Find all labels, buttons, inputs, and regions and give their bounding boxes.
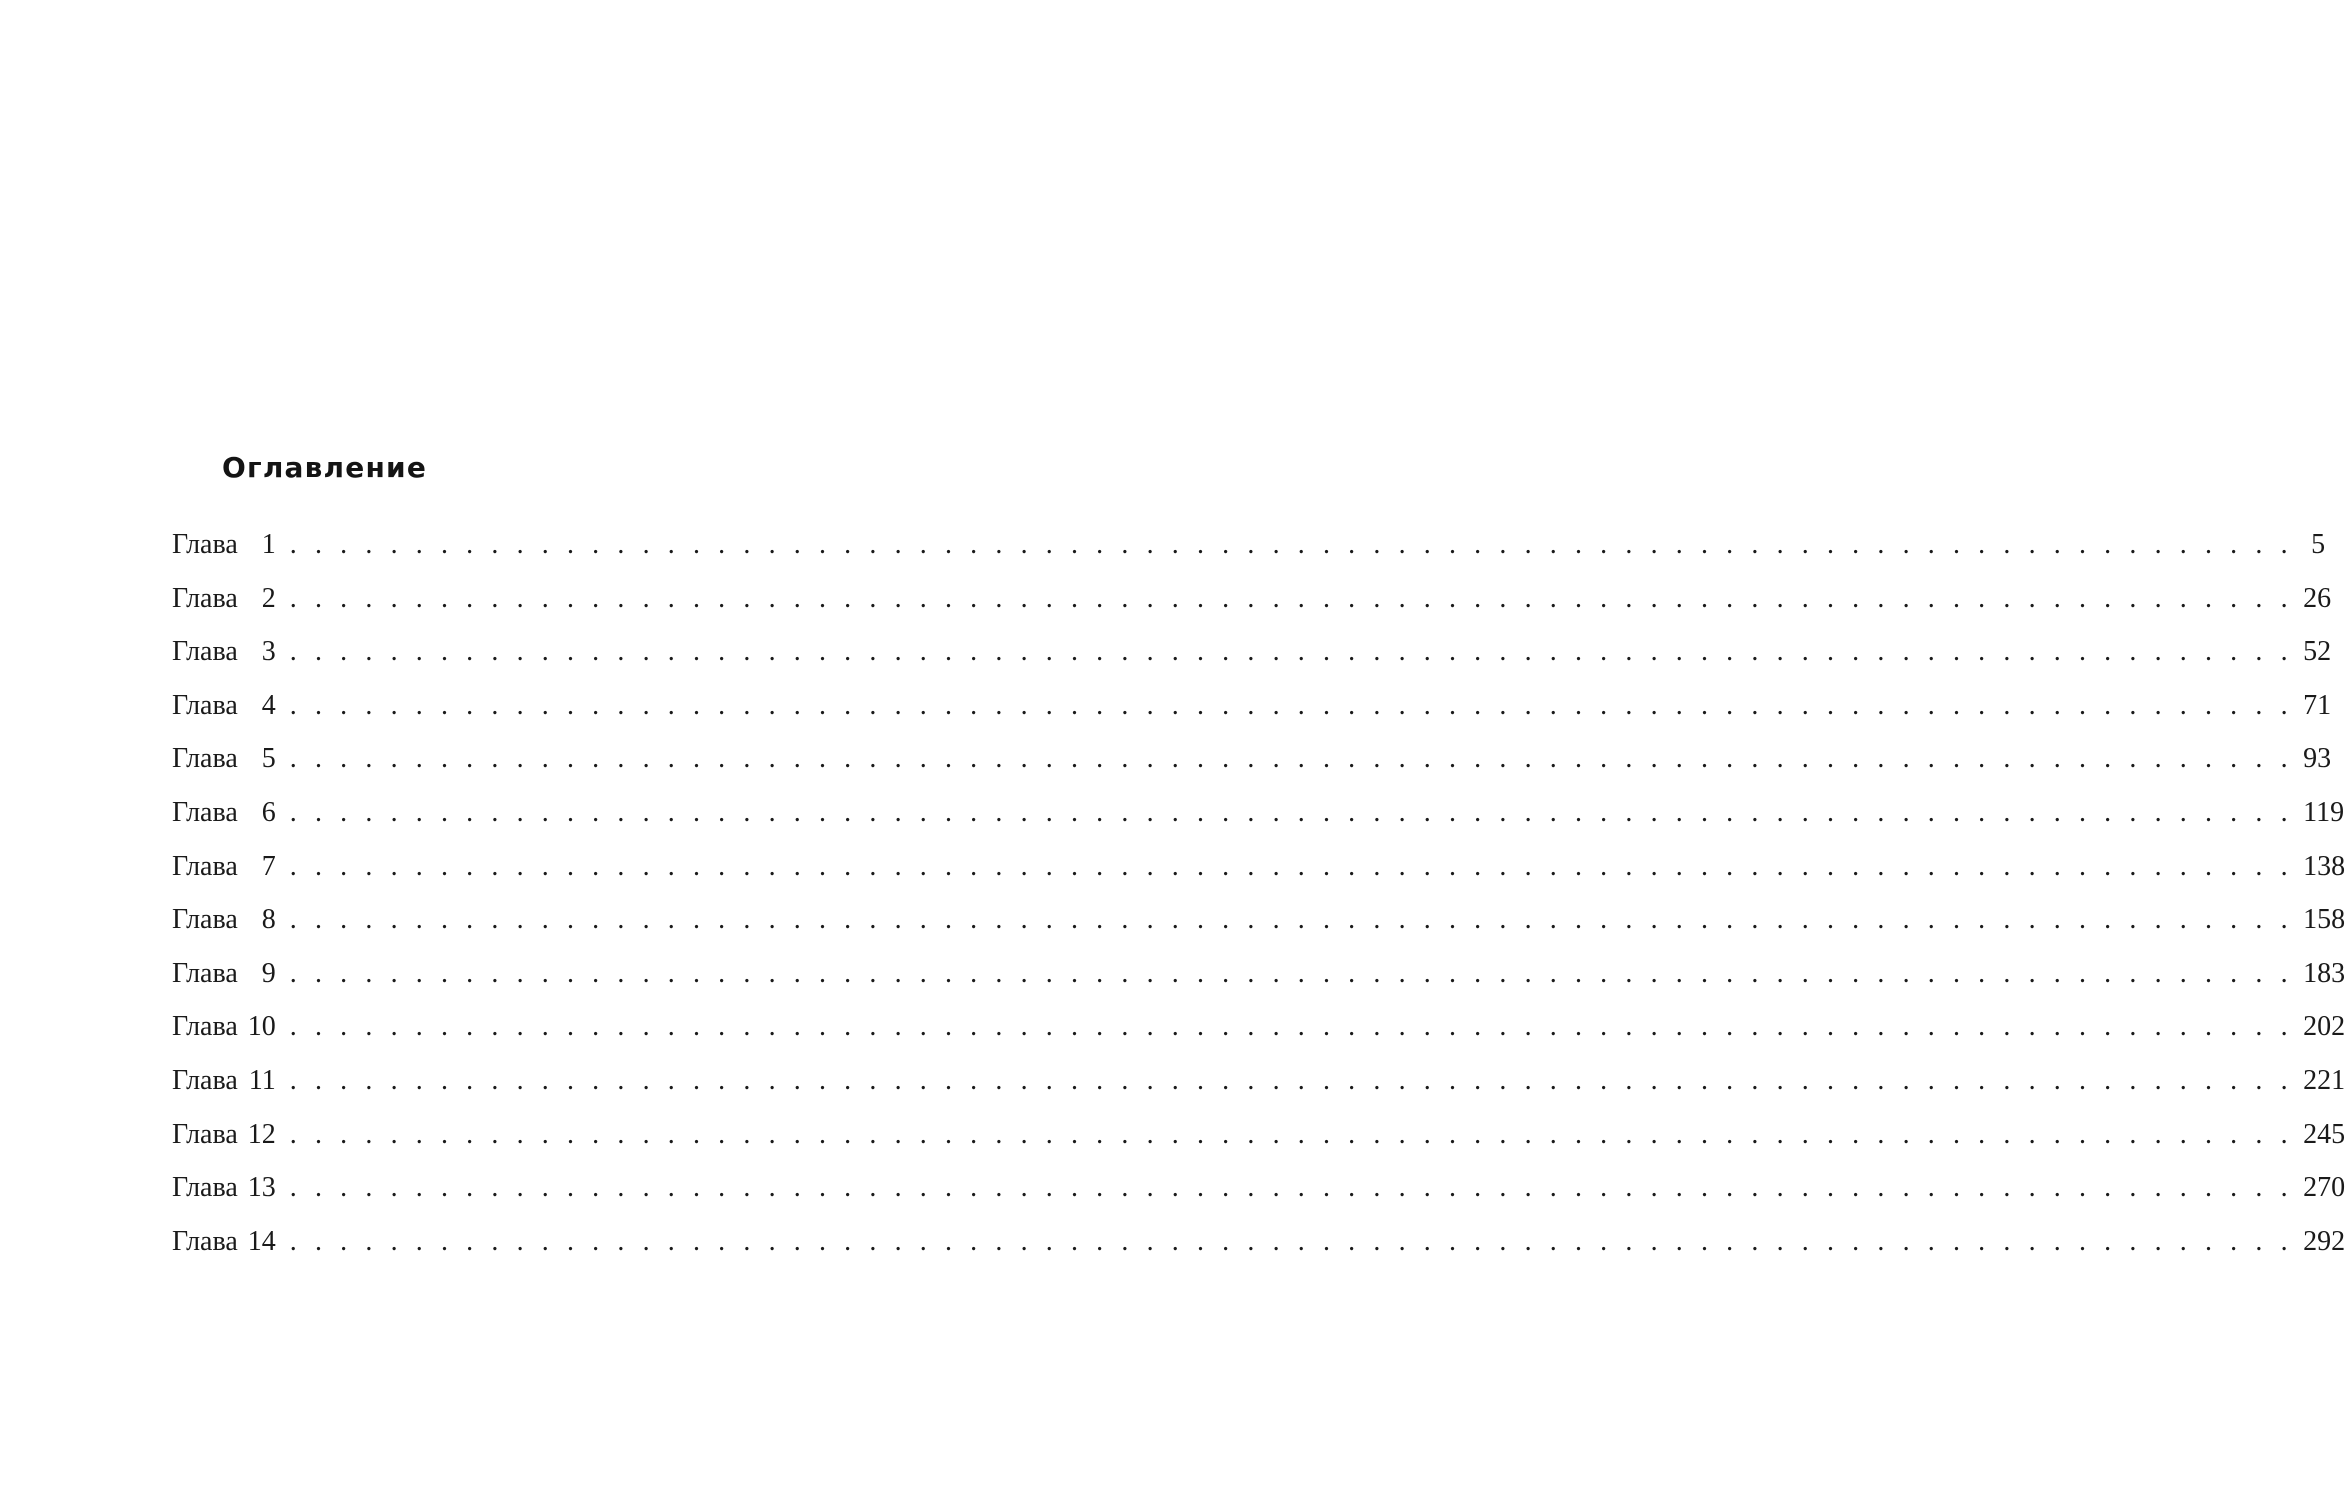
page-number: 292 (2303, 1225, 2345, 1257)
dot-leader: . . . . . . . . . . . . . . . . . . . . . . . . . . . . . . . . . . . . . . . . . . . . . . . . . . . . . . . . . . . . . . . . . . . . . . . . . . . . . . . . (289, 1118, 2294, 1150)
chapter-number: 4 (261, 689, 276, 721)
page-number: 245 (2303, 1118, 2345, 1150)
toc-entry-8 (172, 896, 2345, 950)
chapter-number: 7 (261, 850, 276, 882)
dot-leader: . . . . . . . . . . . . . . . . . . . . . . . . . . . . . . . . . . . . . . . . . . . . . . . . . . . . . . . . . . . . . . . . . . . . . . . . . . . . . . . . (289, 582, 2294, 614)
dot-leader: . . . . . . . . . . . . . . . . . . . . . . . . . . . . . . . . . . . . . . . . . . . . . . . . . . . . . . . . . . . . . . . . . . . . . . . . . . . . . . . . (289, 850, 2294, 882)
chapter-label: Глава (172, 1225, 238, 1257)
chapter-label: Глава (172, 529, 238, 560)
dot-leader: . . . . . . . . . . . . . . . . . . . . . . . . . . . . . . . . . . . . . . . . . . . . . . . . . . . . . . . . . . . . . . . . . . . . . . . . . . . . . . . . (289, 796, 2294, 828)
dot-leader: . . . . . . . . . . . . . . . . . . . . . . . . . . . . . . . . . . . . . . . . . . . . . . . . . . . . . . . . . . . . . . . . . . . . . . . . . . . . . . . . (289, 904, 2294, 936)
chapter-label: Глава (172, 796, 238, 828)
chapter-number: 10 (247, 1011, 276, 1043)
page-number: 270 (2303, 1172, 2345, 1204)
chapter-label: Глава (172, 582, 238, 614)
dot-leader: . . . . . . . . . . . . . . . . . . . . . . . . . . . . . . . . . . . . . . . . . . . . . . . . . . . . . . . . . . . . . . . . . . . . . . . . . . . . . . . . (289, 1011, 2294, 1043)
toc-entry-12 (172, 1111, 2345, 1165)
dot-leader: . . . . . . . . . . . . . . . . . . . . . . . . . . . . . . . . . . . . . . . . . . . . . . . . . . . . . . . . . . . . . . . . . . . . . . . . . . . . . . . . (289, 1064, 2294, 1096)
dot-leader: . . . . . . . . . . . . . . . . . . . . . . . . . . . . . . . . . . . . . . . . . . . . . . . . . . . . . . . . . . . . . . . . . . . . . . . . . . . . . . . . (289, 957, 2294, 989)
chapter-number: 2 (261, 582, 276, 614)
dot-leader: . . . . . . . . . . . . . . . . . . . . . . . . . . . . . . . . . . . . . . . . . . . . . . . . . . . . . . . . . . . . . . . . . . . . . . . . . . . . . . . . (289, 743, 2294, 775)
chapter-label: Глава (172, 636, 238, 668)
chapter-label: Глава (172, 689, 238, 721)
chapter-label: Глава (172, 743, 238, 775)
page-number: 119 (2303, 796, 2345, 828)
chapter-number: 11 (248, 1064, 276, 1096)
toc-entry-4 (172, 682, 2332, 736)
page-number: 93 (2303, 743, 2332, 775)
toc-entry-11 (172, 1057, 2345, 1111)
chapter-label: Глава (172, 1172, 238, 1204)
chapter-label: Глава (172, 957, 238, 989)
toc-entry-10 (172, 1003, 2345, 1057)
page-number: 158 (2303, 904, 2345, 936)
toc-entry-5 (172, 735, 2332, 789)
dot-leader: . . . . . . . . . . . . . . . . . . . . . . . . . . . . . . . . . . . . . . . . . . . . . . . . . . . . . . . . . . . . . . . . . . . . . . . . . . . . . . . . (289, 529, 2294, 560)
page-number: 202 (2303, 1011, 2345, 1043)
toc-entry-7 (172, 843, 2345, 897)
page-number: 71 (2303, 689, 2332, 721)
chapter-number: 6 (261, 796, 276, 828)
chapter-number: 13 (247, 1172, 276, 1204)
page-number: 5 (2311, 529, 2326, 560)
page-title: Оглавление (222, 451, 428, 484)
toc-entry-14 (172, 1218, 2345, 1272)
chapter-label: Глава (172, 904, 238, 936)
chapter-number: 12 (247, 1118, 276, 1150)
chapter-number: 8 (261, 904, 276, 936)
chapter-number: 1 (261, 529, 276, 560)
page-number: 221 (2303, 1064, 2345, 1096)
page-number: 183 (2303, 957, 2345, 989)
dot-leader: . . . . . . . . . . . . . . . . . . . . . . . . . . . . . . . . . . . . . . . . . . . . . . . . . . . . . . . . . . . . . . . . . . . . . . . . . . . . . . . . (289, 689, 2294, 721)
toc-entry-6 (172, 789, 2345, 843)
dot-leader: . . . . . . . . . . . . . . . . . . . . . . . . . . . . . . . . . . . . . . . . . . . . . . . . . . . . . . . . . . . . . . . . . . . . . . . . . . . . . . . . (289, 1225, 2294, 1257)
toc-entry-1 (172, 521, 2326, 575)
toc-entry-2 (172, 575, 2332, 629)
table-of-contents (172, 521, 2345, 1271)
chapter-number: 5 (261, 743, 276, 775)
chapter-label: Глава (172, 1118, 238, 1150)
dot-leader: . . . . . . . . . . . . . . . . . . . . . . . . . . . . . . . . . . . . . . . . . . . . . . . . . . . . . . . . . . . . . . . . . . . . . . . . . . . . . . . . (289, 636, 2294, 668)
dot-leader: . . . . . . . . . . . . . . . . . . . . . . . . . . . . . . . . . . . . . . . . . . . . . . . . . . . . . . . . . . . . . . . . . . . . . . . . . . . . . . . . (289, 1172, 2294, 1204)
chapter-number: 9 (261, 957, 276, 989)
chapter-label: Глава (172, 1064, 238, 1096)
toc-entry-9 (172, 950, 2345, 1004)
toc-entry-13 (172, 1164, 2345, 1218)
toc-entry-3 (172, 628, 2332, 682)
chapter-label: Глава (172, 850, 238, 882)
chapter-label: Глава (172, 1011, 238, 1043)
page-number: 26 (2303, 582, 2332, 614)
page-number: 138 (2303, 850, 2345, 882)
chapter-number: 14 (247, 1225, 276, 1257)
chapter-number: 3 (261, 636, 276, 668)
page-number: 52 (2303, 636, 2332, 668)
